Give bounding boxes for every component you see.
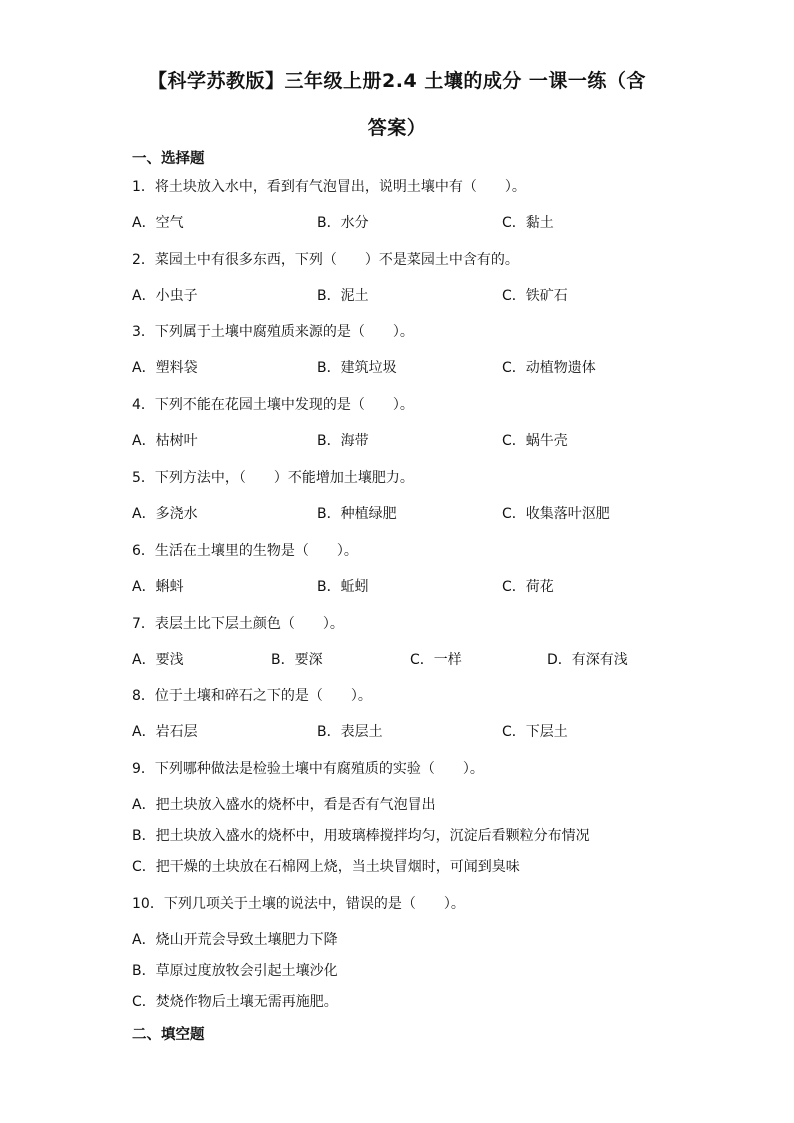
section-heading-fill: 二、填空题 [132,1027,205,1043]
section-heading-choice: 一、选择题 [132,151,205,167]
option-a: A．小虫子 [132,288,198,304]
page-title-line2: 答案） [367,117,427,139]
question-9: 9．下列哪种做法是检验土壤中有腐殖质的实验（ ）。 [132,761,484,777]
option-a: A．多浇水 [132,506,198,522]
option-a: A．把土块放入盛水的烧杯中，看是否有气泡冒出 [132,797,436,813]
option-a: A．岩石层 [132,724,198,740]
option-a: A．塑料袋 [132,360,198,376]
question-1: 1．将土块放入水中，看到有气泡冒出，说明土壤中有（ ）。 [132,179,526,195]
options-1 [132,212,692,232]
question-7: 7．表层土比下层土颜色（ ）。 [132,616,344,632]
option-b: B．建筑垃圾 [317,360,397,376]
option-b: B．泥土 [317,288,369,304]
option-b: B．蚯蚓 [317,579,369,595]
option-c: C．铁矿石 [502,288,568,304]
option-c: C．一样 [410,652,462,668]
option-c: C．收集落叶沤肥 [502,506,610,522]
option-a: A．蝌蚪 [132,579,184,595]
options-2 [132,285,692,305]
option-b: B．海带 [317,433,369,449]
option-c: C．动植物遗体 [502,360,596,376]
options-3 [132,357,692,377]
option-a: A．烧山开荒会导致土壤肥力下降 [132,932,338,948]
option-b: B．水分 [317,215,369,231]
question-3: 3．下列属于土壤中腐殖质来源的是（ ）。 [132,324,414,340]
option-c: C．下层土 [502,724,568,740]
option-b: B．草原过度放牧会引起土壤沙化 [132,963,338,979]
option-b: B．把土块放入盛水的烧杯中，用玻璃棒搅拌均匀，沉淀后看颗粒分布情况 [132,828,590,844]
question-10: 10．下列几项关于土壤的说法中，错误的是（ ）。 [132,896,465,912]
page-title-line1: 【科学苏教版】三年级上册2.4 土壤的成分 一课一练（含 [148,70,646,92]
options-4 [132,430,692,450]
option-c: C．焚烧作物后土壤无需再施肥。 [132,994,338,1010]
options-8 [132,721,692,741]
option-c: C．荷花 [502,579,554,595]
option-a: A．空气 [132,215,184,231]
question-2: 2．菜园土中有很多东西，下列（ ）不是菜园土中含有的。 [132,252,519,268]
option-b: B．种植绿肥 [317,506,397,522]
options-6 [132,576,692,596]
option-d: D．有深有浅 [547,652,628,668]
question-4: 4．下列不能在花园土壤中发现的是（ ）。 [132,397,414,413]
question-8: 8．位于土壤和碎石之下的是（ ）。 [132,688,372,704]
option-b: B．表层土 [317,724,383,740]
option-a: A．要浅 [132,652,184,668]
option-c: C．把干燥的土块放在石棉网上烧，当土块冒烟时，可闻到臭味 [132,859,520,875]
question-5: 5．下列方法中，（ ）不能增加土壤肥力。 [132,470,414,486]
option-a: A．枯树叶 [132,433,198,449]
option-c: C．蜗牛壳 [502,433,568,449]
option-c: C．黏土 [502,215,554,231]
question-6: 6．生活在土壤里的生物是（ ）。 [132,543,358,559]
options-7 [132,649,692,669]
option-b: B．要深 [271,652,323,668]
options-5 [132,503,692,523]
